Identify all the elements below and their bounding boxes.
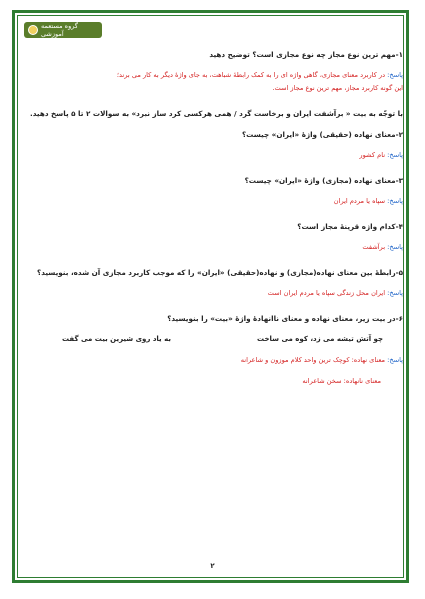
question-5: ۵-رابطهٔ بین معنای نهاده(مجازی) و نهاده(حقیقی) «ایران» را که موجب کاربرد مجازی آن شده، بنویسید؟ <box>37 268 403 277</box>
verse-intro: با توجّه به بیت « برآشفت ایران و برخاست گرد / همی هرکسی کرد ساز نبرد» به سوالات ۲ تا ۵ پاسخ دهید. <box>30 109 403 118</box>
logo-emblem-icon <box>28 25 38 35</box>
question-1: ۱-مهم ترین نوع مجاز چه نوع مجازی است؟ توضیح دهید <box>209 50 403 59</box>
answer-3: پاسخ: سپاه یا مردم ایران <box>333 197 403 205</box>
answer-6-cont: معنای نانهاده: سخن شاعرانه <box>302 377 381 385</box>
answer-1: پاسخ: در کاربرد معنای مجازی، گاهی واژه ای را به کمک رابطهٔ شباهت، به جای واژهٔ دیگر به کار می برند؛ <box>116 71 403 79</box>
page-number: ۲ <box>210 562 215 570</box>
question-4: ۴-کدام واژه قرینهٔ مجاز است؟ <box>297 222 403 231</box>
answer-4: پاسخ: برآشفت <box>362 243 403 251</box>
answer-6: پاسخ: معنای نهاده: کوچک ترین واحد کلام موزون و شاعرانه <box>240 356 403 364</box>
header-logo <box>24 22 102 38</box>
answer-1-cont: این گونه کاربرد مجاز، مهم ترین نوع مجاز است. <box>272 84 403 92</box>
answer-2: پاسخ: نام کشور <box>359 151 403 159</box>
question-3: ۳-معنای نهاده (مجازی) واژهٔ «ایران» چیست؟ <box>244 176 403 185</box>
question-6: ۶-در بیت زیر، معنای نهاده و معنای ناانهادهٔ واژهٔ «بیت» را بنویسید؟ <box>167 314 403 323</box>
logo-text: گروه مستعمه آموزشی <box>41 22 78 38</box>
answer-label: پاسخ: <box>387 71 403 79</box>
document-body <box>22 48 403 388</box>
verse-hemistich-2: به یاد روی شیرین بیت می گفت <box>62 335 171 343</box>
answer-5: پاسخ: ایران محل زندگی سپاه یا مردم ایران است <box>267 289 403 297</box>
verse-hemistich-1: چو آتش تیشه می زد، کوه می ساخت <box>257 335 383 343</box>
question-2: ۲-معنای نهاده (حقیقی) واژهٔ «ایران» چیست؟ <box>241 130 403 139</box>
verse <box>22 333 403 346</box>
